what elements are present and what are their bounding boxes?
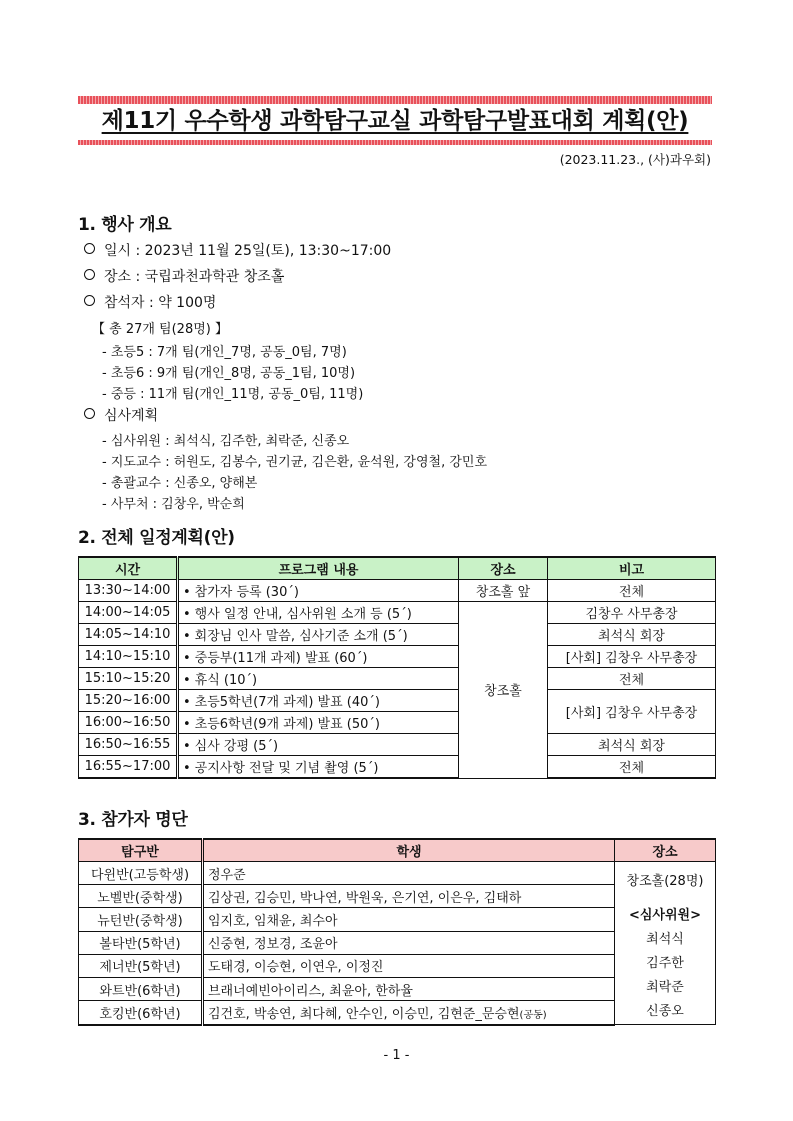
note-cell: 전체 (548, 580, 716, 602)
page-title: 제11기 우수학생 과학탐구교실 과학탐구발표대회 계획(안) (101, 108, 689, 134)
note-cell: [사회] 김창우 사무총장 (548, 690, 716, 734)
title-decor-top (78, 96, 712, 104)
circle-bullet-icon (84, 243, 95, 254)
note-cell: 전체 (548, 668, 716, 690)
page-number: - 1 - (383, 1048, 410, 1063)
time-cell: 16:00~16:50 (79, 712, 178, 734)
overview-review-plan: 심사계획 (84, 405, 158, 425)
group-cell: 뉴턴반(중학생) (79, 908, 203, 931)
note-cell: 최석식 회장 (548, 624, 716, 646)
circle-bullet-icon (84, 295, 95, 306)
time-cell: 14:00~14:05 (79, 602, 178, 624)
program-cell: • 중등부(11개 과제) 발표 (60´) (178, 646, 459, 668)
judge-name: 김주한 (646, 956, 684, 971)
students-cell: 도태경, 이승현, 이연우, 이정진 (203, 954, 615, 977)
program-cell: • 행사 일정 안내, 심사위원 소개 등 (5´) (178, 602, 459, 624)
table-row (79, 646, 716, 668)
time-cell: 15:20~16:00 (79, 690, 178, 712)
students-cell: 김건호, 박송연, 최다혜, 안수인, 이승민, 김현준_문승현(공동) (203, 1001, 615, 1025)
program-cell: • 휴식 (10´) (178, 668, 459, 690)
note-cell: [사회] 김창우 사무총장 (548, 646, 716, 668)
document-meta: (2023.11.23., (사)과우회) (559, 152, 711, 167)
note-cell: 전체 (548, 756, 716, 779)
schedule-table (78, 556, 716, 779)
roster-table (78, 838, 716, 1026)
group-cell: 와트반(6학년) (79, 978, 203, 1001)
group-cell: 제너반(5학년) (79, 954, 203, 977)
program-cell: • 참가자 등록 (30´) (178, 580, 459, 602)
time-cell: 16:55~17:00 (79, 756, 178, 779)
place-cell: 창조홀 앞 (459, 580, 548, 602)
table-header: 장소 (459, 557, 548, 580)
note-cell: 최석식 회장 (548, 734, 716, 756)
time-cell: 14:10~15:10 (79, 646, 178, 668)
students-cell: 정우준 (203, 862, 615, 885)
table-header-row (79, 557, 716, 580)
section2-heading: 2. 전체 일정계획(안) (78, 528, 235, 548)
program-cell: • 초등6학년(9개 과제) 발표 (50´) (178, 712, 459, 734)
program-cell: • 초등5학년(7개 과제) 발표 (40´) (178, 690, 459, 712)
circle-bullet-icon (84, 408, 95, 419)
title-decor-bottom (78, 140, 712, 145)
table-header: 프로그램 내용 (178, 557, 459, 580)
joint-suffix: (공동) (519, 1009, 547, 1021)
group-cell: 노벨반(중학생) (79, 885, 203, 908)
table-row (79, 734, 716, 756)
students-cell: 임지호, 임채윤, 최수아 (203, 908, 615, 931)
time-cell: 15:10~15:20 (79, 668, 178, 690)
time-cell: 13:30~14:00 (79, 580, 178, 602)
judge-name: 최락준 (646, 980, 684, 995)
time-cell: 16:50~16:55 (79, 734, 178, 756)
program-cell: • 공지사항 전달 및 기념 촬영 (5´) (178, 756, 459, 779)
students-cell: 김상권, 김승민, 박나연, 박원욱, 은기연, 이은우, 김태하 (203, 885, 615, 908)
program-cell: • 심사 강평 (5´) (178, 734, 459, 756)
team-total: 【 총 27개 팀(28명) 】 (92, 322, 228, 337)
note-cell: 김창우 사무총장 (548, 602, 716, 624)
overview-place: 장소 : 국립과천과학관 창조홀 (84, 266, 284, 286)
team-line: - 중등 : 11개 팀(개인_11명, 공동_0팀, 11명) (102, 387, 364, 402)
section3-heading: 3. 참가자 명단 (78, 810, 188, 830)
team-line: - 초등6 : 9개 팀(개인_8명, 공동_1팀, 10명) (102, 366, 356, 381)
group-cell: 볼타반(5학년) (79, 931, 203, 954)
overview-attendees: 참석자 : 약 100명 (84, 292, 216, 312)
review-line: - 지도교수 : 허원도, 김봉수, 권기균, 김은환, 윤석원, 강영철, 강민호 (102, 455, 488, 470)
program-cell: • 회장님 인사 말씀, 심사기준 소개 (5´) (178, 624, 459, 646)
students-cell: 신중현, 정보경, 조윤아 (203, 931, 615, 954)
table-header: 학생 (203, 839, 615, 862)
section1-heading: 1. 행사 개요 (78, 215, 172, 235)
place-cell: 창조홀 (459, 602, 548, 779)
roster-place-cell (615, 862, 716, 1025)
students-cell: 브래너예빈아이리스, 최윤아, 한하율 (203, 978, 615, 1001)
table-header-row (79, 839, 716, 862)
table-header: 시간 (79, 557, 178, 580)
table-header: 장소 (615, 839, 716, 862)
table-row (79, 690, 716, 712)
table-row (79, 668, 716, 690)
judges-label: <심사위원> (628, 908, 702, 923)
table-row (79, 580, 716, 602)
judge-name: 최석식 (646, 932, 684, 947)
review-line: - 총괄교수 : 신종오, 양해본 (102, 476, 258, 491)
judge-name: 신종오 (646, 1004, 684, 1019)
table-row (79, 862, 716, 885)
review-line: - 심사위원 : 최석식, 김주한, 최락준, 신종오 (102, 434, 350, 449)
table-row (79, 602, 716, 624)
time-cell: 14:05~14:10 (79, 624, 178, 646)
review-line: - 사무처 : 김창우, 박순희 (102, 497, 245, 512)
team-line: - 초등5 : 7개 팀(개인_7명, 공동_0팀, 7명) (102, 345, 347, 360)
place-name: 창조홀(28명) (626, 874, 704, 889)
overview-date: 일시 : 2023년 11월 25일(토), 13:30~17:00 (84, 240, 391, 260)
group-cell: 호킹반(6학년) (79, 1001, 203, 1025)
group-cell: 다윈반(고등학생) (79, 862, 203, 885)
table-row (79, 756, 716, 779)
table-header: 비고 (548, 557, 716, 580)
table-row (79, 624, 716, 646)
circle-bullet-icon (84, 269, 95, 280)
table-header: 탐구반 (79, 839, 203, 862)
